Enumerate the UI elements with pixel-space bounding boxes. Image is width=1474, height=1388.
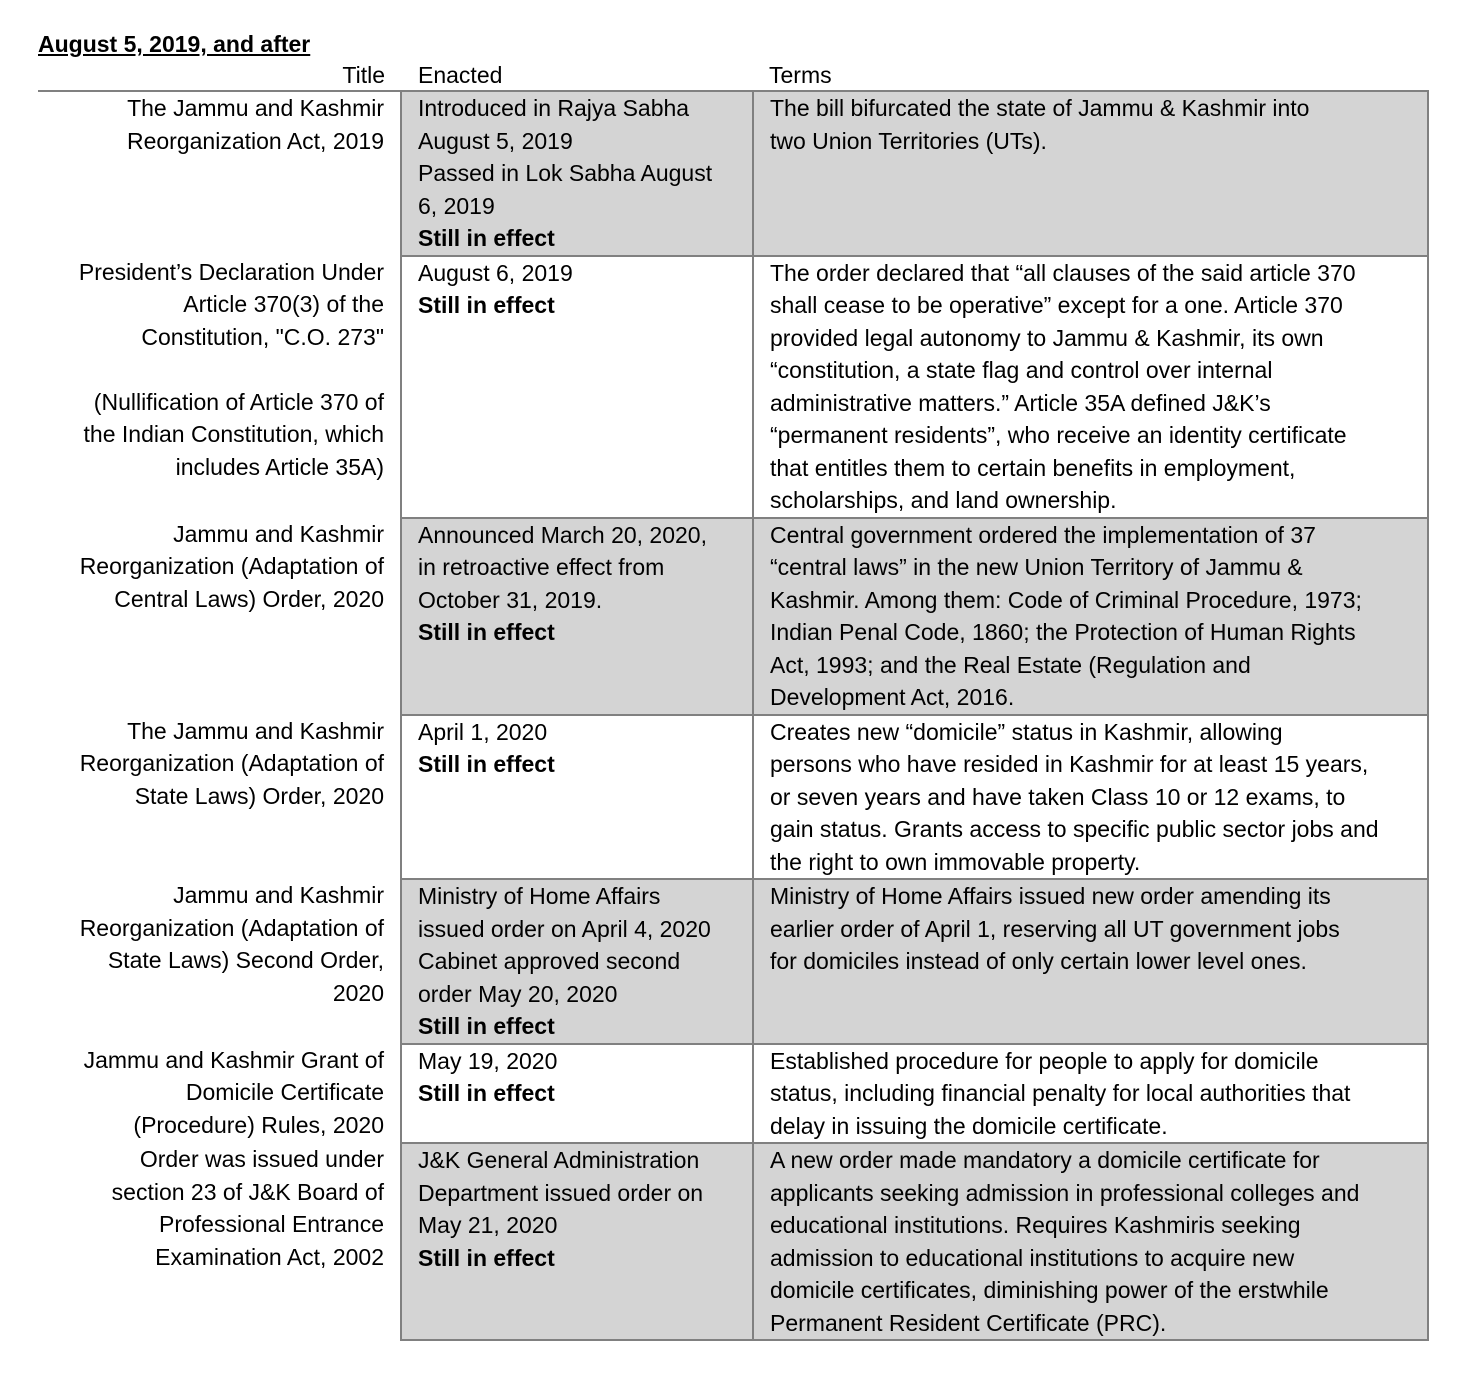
terms-line: Ministry of Home Affairs issued new order amending its — [770, 883, 1331, 909]
enacted-line: Ministry of Home Affairs — [418, 883, 661, 909]
table-row — [38, 715, 1428, 880]
terms-line: Central government ordered the implementation of 37 — [770, 521, 1316, 548]
terms-line: domicile certificates, diminishing power of the erstwhile — [770, 1277, 1329, 1303]
terms-cell — [753, 1143, 1428, 1340]
terms-cell — [753, 256, 1428, 518]
terms-line: for domiciles instead of only certain lower level ones. — [770, 948, 1307, 974]
law-title-cell — [38, 518, 401, 715]
column-header-title: Title — [38, 60, 401, 91]
law-title-line: Reorganization (Adaptation of — [79, 553, 384, 579]
status-label: Still in effect — [418, 1244, 555, 1271]
terms-line: two Union Territories (UTs). — [770, 127, 1047, 154]
status-label: Still in effect — [418, 1013, 555, 1039]
terms-line: gain status. Grants access to specific public sector jobs and — [770, 816, 1379, 842]
enacted-cell — [401, 1044, 753, 1144]
enacted-line: issued order on April 4, 2020 — [418, 915, 711, 942]
law-title-note-line: the Indian Constitution, which — [83, 421, 384, 447]
terms-line: The bill bifurcated the state of Jammu & Kashmir into — [770, 95, 1310, 121]
law-title-cell — [38, 715, 401, 880]
terms-line: delay in issuing the domicile certificate. — [770, 1112, 1168, 1139]
table-row — [38, 879, 1428, 1044]
law-title-cell — [38, 879, 401, 1044]
table-row — [38, 1143, 1428, 1340]
column-header-terms: Terms — [753, 60, 1428, 91]
enacted-cell — [401, 518, 753, 715]
table-row — [38, 91, 1428, 256]
law-title-line: Constitution, "C.O. 273" — [141, 323, 384, 350]
terms-line: or seven years and have taken Class 10 or 12 exams, to — [770, 783, 1346, 810]
terms-line: “constitution, a state flag and control over internal — [770, 357, 1273, 383]
law-title-line: Order was issued under — [139, 1146, 384, 1172]
terms-line: Established procedure for people to apply for domicile — [770, 1047, 1319, 1074]
enacted-cell — [401, 256, 753, 518]
law-title-cell — [38, 1044, 401, 1144]
enacted-line: May 19, 2020 — [418, 1047, 558, 1074]
table-header-row — [38, 60, 1428, 91]
law-title-line: Article 370(3) of the — [183, 291, 384, 317]
terms-line: the right to own immovable property. — [770, 848, 1141, 875]
law-title-line: The Jammu and Kashmir — [127, 95, 384, 121]
enacted-line: August 6, 2019 — [418, 259, 573, 286]
column-header-enacted: Enacted — [401, 60, 753, 91]
law-title-cell — [38, 91, 401, 256]
terms-line: status, including financial penalty for local authorities that — [770, 1080, 1351, 1106]
law-title-line: Central Laws) Order, 2020 — [114, 585, 384, 612]
terms-line: Kashmir. Among them: Code of Criminal Procedure, 1973; — [770, 586, 1362, 613]
terms-line: educational institutions. Requires Kashmiris seeking — [770, 1212, 1301, 1238]
law-title-line: Reorganization (Adaptation of — [79, 914, 384, 941]
law-title-line: State Laws) Second Order, — [107, 947, 384, 973]
enacted-cell — [401, 1143, 753, 1340]
law-title-line: Jammu and Kashmir — [173, 520, 384, 547]
enacted-line: in retroactive effect from — [418, 554, 665, 580]
terms-line: Creates new “domicile” status in Kashmir, allowing — [770, 718, 1283, 745]
law-title-line: Jammu and Kashmir — [173, 882, 384, 908]
terms-line: administrative matters.” Article 35A defined J&K’s — [770, 389, 1271, 416]
enacted-line: Cabinet approved second — [418, 948, 681, 974]
terms-line: The order declared that “all clauses of the said article 370 — [770, 259, 1356, 286]
terms-line: earlier order of April 1, reserving all UT government jobs — [770, 915, 1340, 942]
law-title-line: Jammu and Kashmir Grant of — [83, 1046, 384, 1073]
terms-line: “central laws” in the new Union Territory of Jammu & — [770, 554, 1303, 580]
enacted-line: order May 20, 2020 — [418, 980, 618, 1007]
enacted-line: 6, 2019 — [418, 192, 495, 219]
terms-line: Permanent Resident Certificate (PRC). — [770, 1309, 1167, 1336]
enacted-cell — [401, 879, 753, 1044]
law-title-line: Examination Act, 2002 — [155, 1243, 384, 1270]
law-title-note-line: includes Article 35A) — [175, 453, 384, 480]
enacted-line: Passed in Lok Sabha August — [418, 160, 713, 186]
status-label: Still in effect — [418, 1080, 555, 1106]
law-title-line: Reorganization (Adaptation of — [79, 750, 384, 776]
law-title-line: (Procedure) Rules, 2020 — [133, 1111, 384, 1138]
terms-line: admission to educational institutions to acquire new — [770, 1244, 1295, 1271]
table-row — [38, 1044, 1428, 1144]
enacted-line: Introduced in Rajya Sabha — [418, 95, 690, 121]
document — [38, 28, 1430, 1341]
terms-line: Indian Penal Code, 1860; the Protection of Human Rights — [770, 619, 1356, 645]
status-label: Still in effect — [418, 225, 555, 251]
law-title-note-line: (Nullification of Article 370 of — [93, 388, 384, 415]
terms-line: scholarships, and land ownership. — [770, 487, 1117, 513]
law-title-line: Domicile Certificate — [185, 1079, 384, 1105]
terms-cell — [753, 1044, 1428, 1144]
laws-table — [38, 60, 1429, 1341]
section-heading: August 5, 2019, and after — [38, 31, 311, 57]
terms-cell — [753, 91, 1428, 256]
enacted-cell — [401, 715, 753, 880]
enacted-line: Department issued order on — [418, 1179, 704, 1206]
law-title-cell — [38, 1143, 401, 1340]
law-title-line: Reorganization Act, 2019 — [126, 127, 384, 154]
terms-line: shall cease to be operative” except for a one. Article 370 — [770, 292, 1343, 318]
law-title-line: President’s Declaration Under — [78, 258, 384, 285]
enacted-line: October 31, 2019. — [418, 586, 603, 613]
enacted-line: August 5, 2019 — [418, 127, 573, 154]
terms-cell — [753, 518, 1428, 715]
enacted-line: May 21, 2020 — [418, 1212, 558, 1238]
terms-line: Development Act, 2016. — [770, 684, 1015, 710]
enacted-cell — [401, 91, 753, 256]
law-title-line: Professional Entrance — [158, 1211, 384, 1237]
terms-line: persons who have resided in Kashmir for at least 15 years, — [770, 751, 1369, 777]
law-title-line: 2020 — [332, 979, 384, 1006]
enacted-line: J&K General Administration — [418, 1147, 700, 1173]
status-label: Still in effect — [418, 619, 555, 645]
terms-line: applicants seeking admission in professional colleges and — [770, 1179, 1360, 1206]
law-title-line: The Jammu and Kashmir — [127, 717, 384, 744]
enacted-line: Announced March 20, 2020, — [418, 521, 707, 548]
terms-line: “permanent residents”, who receive an identity certificate — [770, 422, 1347, 448]
law-title-cell — [38, 256, 401, 518]
terms-cell — [753, 879, 1428, 1044]
table-row — [38, 256, 1428, 518]
paragraph-gap — [38, 353, 384, 386]
table-body — [38, 91, 1428, 1340]
terms-line: provided legal autonomy to Jammu & Kashmir, its own — [770, 324, 1324, 351]
status-label: Still in effect — [418, 751, 555, 777]
terms-line: that entitles them to certain benefits in employment, — [770, 454, 1296, 481]
terms-line: A new order made mandatory a domicile certificate for — [770, 1147, 1320, 1173]
status-label: Still in effect — [418, 292, 555, 318]
law-title-line: State Laws) Order, 2020 — [134, 782, 384, 809]
table-row — [38, 518, 1428, 715]
terms-cell — [753, 715, 1428, 880]
enacted-line: April 1, 2020 — [418, 718, 548, 745]
terms-line: Act, 1993; and the Real Estate (Regulation and — [770, 651, 1251, 678]
law-title-line: section 23 of J&K Board of — [111, 1178, 384, 1205]
